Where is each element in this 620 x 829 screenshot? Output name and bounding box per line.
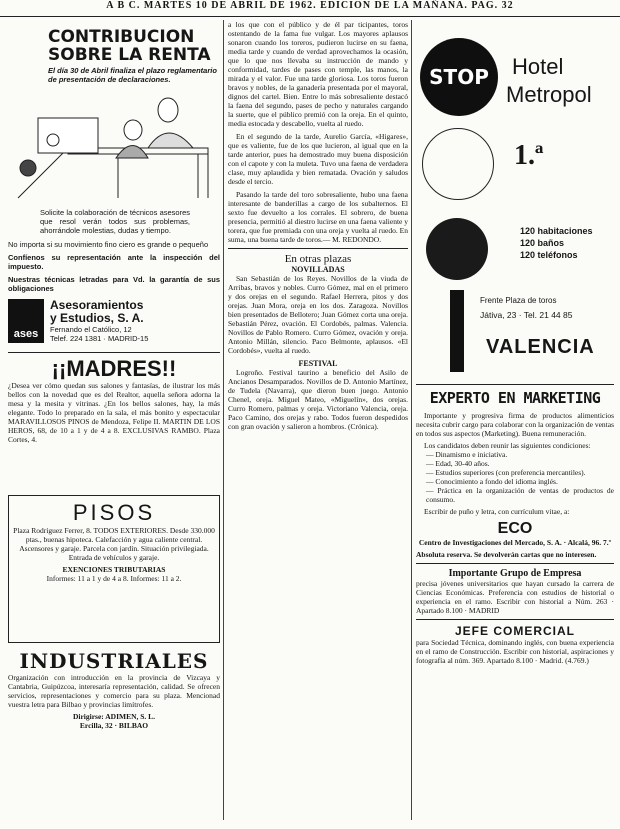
hotel-address: Játiva, 23 · Tel. 21 44 85 bbox=[480, 310, 573, 320]
jefe-title: JEFE COMERCIAL bbox=[454, 624, 575, 638]
hotel-rooms: 120 baños bbox=[520, 238, 565, 248]
group-body: precisa jóvenes universitarios que hayan cursado la carrera de Ciencias Económicas. Preferencia con estudios de historial o experiencia en el ramo. Escribir con historial a Núm. 263 · Apartado 8.100 · MADRID bbox=[416, 579, 614, 615]
page-header: A B C. MARTES 10 DE ABRIL DE 1962. EDICION DE LA MAÑANA. PAG. 32 bbox=[0, 0, 620, 17]
contribucion-title: CONTRIBUCION bbox=[48, 27, 195, 47]
festival-text: Logroño. Festival taurino a beneficio del Asilo de Ancianos Desamparados. Novillos de D. Antonio Martínez, de Tudela (Navarra), que dieron buen juego. Antonio Chenel, oreja. Miguel Mateo, «Miguelín», dos orejas. Curro Romero, palmas y oreja. Victoriano Valencia, oreja. Paco Camino, dos orejas y rabo. Todos fueron despedidos con gran ovación y salieron a hombros. (Crónica). bbox=[228, 368, 408, 431]
ases-logo: ases bbox=[8, 299, 44, 343]
group-title: Importante Grupo de Empresa bbox=[448, 568, 582, 579]
right-column bbox=[416, 20, 614, 825]
dot-circle-icon bbox=[426, 218, 488, 280]
section-title: En otras plazas bbox=[284, 253, 352, 265]
hotel-name: Metropol bbox=[506, 82, 592, 107]
hotel-name: Hotel bbox=[512, 54, 564, 79]
eco-note: Absoluta reserva. Se devolverán cartas que no interesen. bbox=[416, 550, 597, 559]
industriales-address: Ercilla, 32 · BILBAO bbox=[79, 721, 149, 730]
jefe-ad bbox=[416, 624, 614, 665]
circle-icon bbox=[422, 128, 494, 200]
marketing-write: Escribir de puño y letra, con currículum vitae, a: bbox=[424, 507, 570, 516]
article-text: Pasando la tarde del toro sobresaliente, hubo una faena interesante de banderillas a cargo de los subalternos. El sexto fue devuelto a los corrales. El sobrero, de buena presencia, permitió al diestro lucirse en una faena valiente y torera, que fue premiada con una oreja y vuelta al ruedo. En suma, una buena tarde de toros.— M. REDONDO. bbox=[228, 190, 408, 244]
column-divider bbox=[411, 20, 412, 820]
left-column bbox=[8, 20, 220, 825]
pisos-ad bbox=[8, 495, 220, 643]
marketing-candidates: Los candidatos deben reunir las siguientes condiciones: bbox=[424, 441, 591, 450]
marketing-condition: — Dinamismo e iniciativa. bbox=[426, 450, 508, 459]
company-name: Asesoramientos bbox=[50, 298, 144, 312]
contribucion-line: No importa si su movimiento fino ciero es grande o pequeño bbox=[8, 240, 209, 249]
madres-ad bbox=[8, 357, 220, 487]
marketing-condition: — Edad, 30-40 años. bbox=[426, 459, 490, 468]
column-divider bbox=[223, 20, 224, 820]
marketing-body: Importante y progresiva firma de productos alimenticios necesita cubrir cargo para colaborar con la organización de ventas en todos sus aspectos (Marketing). Buena remuneración. bbox=[416, 411, 614, 438]
pisos-exemption: EXENCIONES TRIBUTARIAS bbox=[62, 565, 166, 574]
stop-sign-icon: STOP bbox=[420, 38, 498, 116]
middle-column bbox=[228, 20, 408, 825]
section-subtitle: NOVILLADAS bbox=[291, 265, 345, 274]
industriales-body: Organización con introducción en la provincia de Vizcaya y Cantabria, Guipúzcoa, interesaría representación, calidad. Se ofrecen servicios, representaciones y comercio para su plaza. Mencionad vuestra letra para Bilbao y provincias limítrofes. bbox=[8, 673, 220, 709]
contribucion-line: Nuestras técnicas letradas para Vd. la garantía de sus obligaciones bbox=[8, 275, 220, 293]
hotel-city: VALENCIA bbox=[486, 336, 595, 358]
marketing-condition: — Estudios superiores (con preferencia mercantiles). bbox=[426, 468, 586, 477]
group-ad bbox=[416, 568, 614, 615]
divider bbox=[8, 352, 220, 353]
contribucion-bullet: Solicite la colaboración de técnicos asesores que resol verán todos sus problemas, ahorrándole molestias, dudas y tiempo. bbox=[40, 208, 190, 235]
contribucion-subtitle: SOBRE LA RENTA bbox=[48, 45, 211, 65]
article-text: a los que con el público y de él par ticipantes, toros ostentando de la fama fue vulgar. Los mayores aplausos sonaron cuando los toreros, pudieron lucirse en su faena, media tarde y cuando de verdad aprovechamos la ocasión, que lo que nos llevaba su instrucción de mando y conformidad, tardes de pases con temple, las manos, la mirada y el valor. Fue una tarde gloriosa. Los toros fueron bravos y nobles, de la ganadería presentada por el mayoral, dignos del cartel. Bien. Entre lo más sobresaliente destacó la faena del segundo, pases de pecho y naturales cargando la suerte, que el público premió con la oreja. En el quinto, media estocada y descabello, vuelta al ruedo. bbox=[228, 20, 408, 128]
pisos-body: Plaza Rodríguez Ferrer, 8. TODOS EXTERIORES. Desde 330.000 ptas., buenas hipoteca. Calefacción y agua caliente central. Ascensores y garaje. Parcela con jardín. Situación privilegiada. Entrada de vehículos y garaje. bbox=[13, 526, 215, 562]
company-phone: Telef. 224 1381 · MADRID-15 bbox=[50, 334, 149, 343]
divider bbox=[228, 248, 408, 249]
eco-body: Centro de Investigaciones del Mercado, S. A. · Alcalá, 96. 7.º bbox=[418, 538, 612, 547]
pisos-hours: Informes: 11 a 1 y de 4 a 8. Informes: 11 a 2. bbox=[46, 574, 182, 583]
industriales-contact: Dirigirse: ADIMEN, S. L. bbox=[72, 712, 156, 721]
contribucion-lead: El día 30 de Abril finaliza el plazo reglamentario de presentación de declaraciones. bbox=[48, 66, 217, 84]
hotel-rooms: 120 habitaciones bbox=[520, 226, 593, 236]
company-address: Fernando el Católico, 12 bbox=[50, 325, 132, 334]
article-text: En el segundo de la tarde, Aurelio García, «Higares», que es valiente, fue de los que lucieron, al igual que en la tarde anterior, pues ha demostrado muy buena disposición con el capote y con la muleta. Tuvo una faena de verdadera clase, muy aplaudida y bien rematada. Ovación y saludos desde el tercio. bbox=[228, 132, 408, 186]
hotel-address-block bbox=[416, 290, 614, 380]
hotel-rooms: 120 teléfonos bbox=[520, 250, 578, 260]
divider bbox=[416, 384, 614, 385]
contribucion-ad bbox=[8, 28, 220, 348]
jefe-body: para Sociedad Técnica, dominando inglés, con buena experiencia en el ramo de Construcción. Escribir con historial, aspiraciones y fotografía al núm. 369. Apartado 8.100 · Madrid. (4.769.) bbox=[416, 638, 614, 665]
marketing-ad bbox=[416, 389, 614, 559]
bar-icon bbox=[450, 290, 464, 372]
divider bbox=[416, 563, 614, 564]
festival-title: FESTIVAL bbox=[298, 359, 338, 368]
industriales-ad bbox=[8, 649, 220, 730]
marketing-condition: — Conocimiento a fondo del idioma inglés. bbox=[426, 477, 558, 486]
office-illustration bbox=[8, 88, 220, 208]
eco-title: ECO bbox=[497, 520, 533, 537]
company-name: y Estudios, S. A. bbox=[50, 311, 144, 325]
hotel-category: 1.ª bbox=[514, 140, 544, 171]
marketing-condition: — Práctica en la organización de ventas de productos de consumo. bbox=[426, 486, 614, 504]
pisos-title: PISOS bbox=[72, 500, 156, 525]
hotel-ad bbox=[416, 20, 614, 290]
company-block bbox=[8, 299, 220, 343]
marketing-title: EXPERTO EN MARKETING bbox=[429, 389, 601, 407]
hotel-address: Frente Plaza de toros bbox=[480, 296, 557, 305]
divider bbox=[416, 619, 614, 620]
novilladas-text: San Sebastián de los Reyes. Novillos de la viuda de Arribas, bravos y nobles. Curro Gómez, mal en el primero y dos orejas en el segundo. Rafael Herrera, pitos y dos orejas. Juan Mora, oreja en los dos. Zaragoza. Novillos bien presentados de Bellotero; Juan Gómez corta una oreja. Sebastián Pérez, ovación. El Cordobés, palmas. Valencia. Novillos de Pablo Romero. Curro Gómez, ovación y oreja. Antonio Millán, silencio. Paco Belmonte, aplausos. «El Cordobés», vuelta al ruedo. bbox=[228, 274, 408, 355]
madres-title: ¡¡MADRES!! bbox=[51, 356, 177, 381]
contribucion-line: Confíenos su representación ante la inspección del impuesto. bbox=[8, 253, 220, 271]
industriales-title: INDUSTRIALES bbox=[19, 649, 209, 673]
madres-body: ¿Desea ver cómo quedan sus salones y fantasías, de ilustrar los más bellos con la novedad que es del Realtor, aquella señora adorna la mesa y la mesita y vitrinas. ¿En los bellos salones, hay, la más elegante. Todo lo preparado en la sala, el más bonito y espectacular MARAVILLOSOS PINOS de Mendoza, Felipe II. MARTIN DE LOS HEROS, 68, de 10 a 1 y de 4 a 8. EXCLUSIVAS RAMBO. Plaza Cortes, 4. bbox=[8, 381, 220, 444]
